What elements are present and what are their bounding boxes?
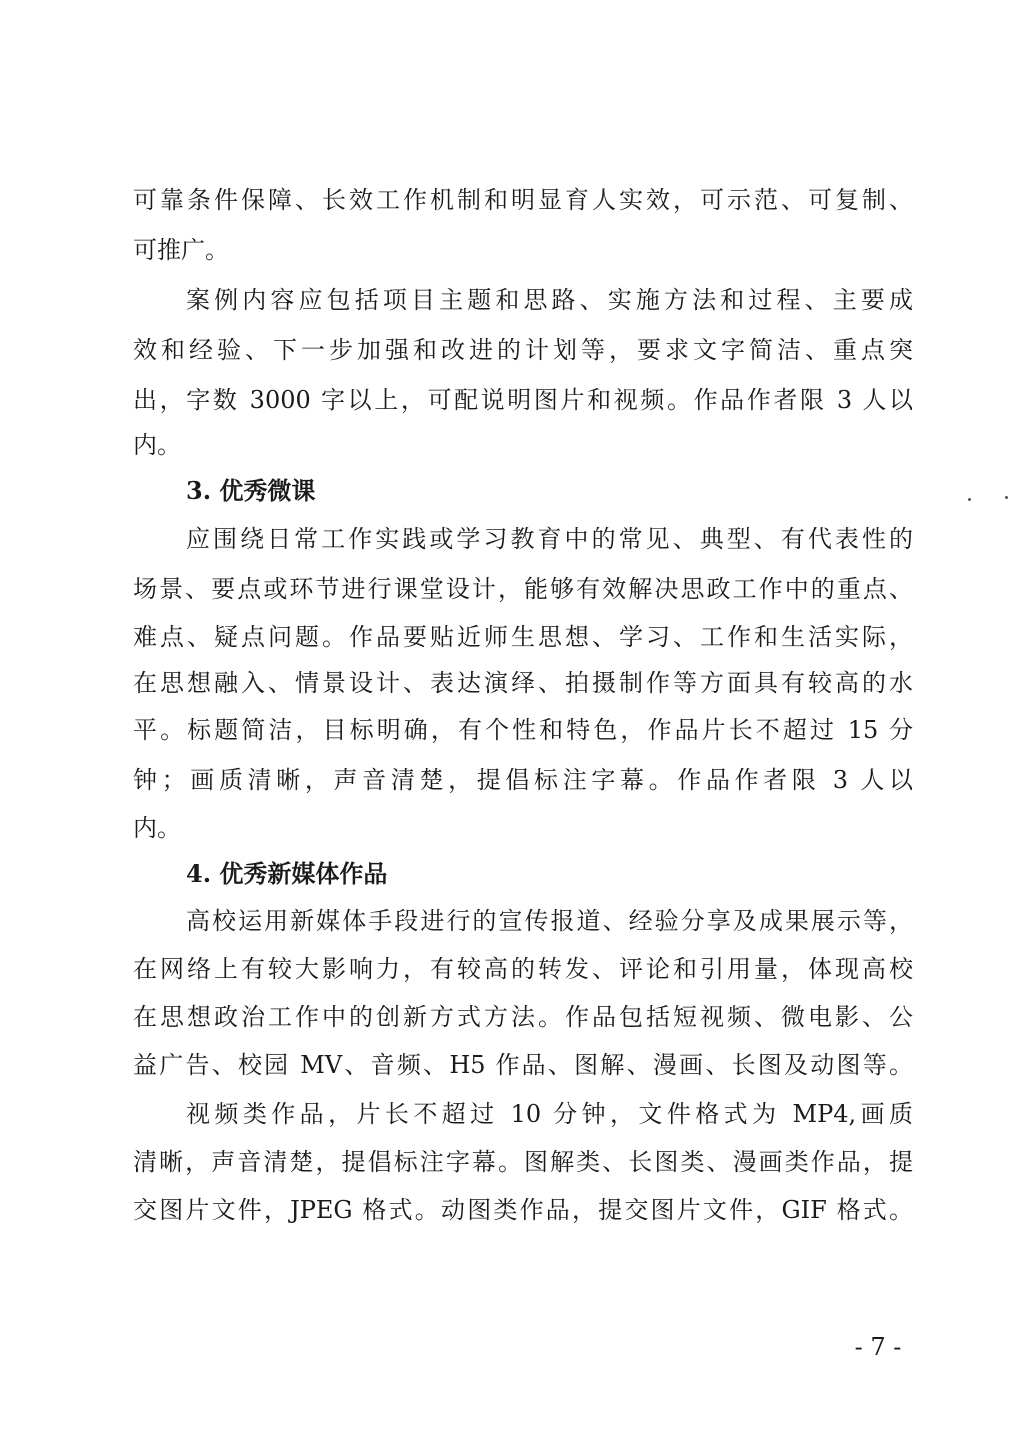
text-line: 在网络上有较大影响力，有较高的转发、评论和引用量，体现高校 bbox=[133, 955, 913, 983]
page-number: - 7 - bbox=[854, 1333, 902, 1361]
paragraph-start-line: 应围绕日常工作实践或学习教育中的常见、典型、有代表性的 bbox=[186, 525, 913, 553]
text-line: 钟；画质清晰，声音清楚，提倡标注字幕。作品作者限 3 人以 bbox=[133, 766, 913, 794]
text-line: 内。 bbox=[133, 431, 181, 459]
scan-speck bbox=[968, 498, 971, 501]
text-line: 场景、要点或环节进行课堂设计，能够有效解决思政工作中的重点、 bbox=[133, 575, 913, 603]
text-line: 平。标题简洁，目标明确，有个性和特色，作品片长不超过 15 分 bbox=[133, 716, 913, 744]
section-heading-new-media: 4. 优秀新媒体作品 bbox=[186, 859, 388, 888]
text-line: 可靠条件保障、长效工作机制和明显育人实效，可示范、可复制、 bbox=[133, 186, 913, 214]
text-line: 内。 bbox=[133, 814, 181, 842]
text-line: 在思想政治工作中的创新方式方法。作品包括短视频、微电影、公 bbox=[133, 1003, 913, 1031]
text-line: 在思想融入、情景设计、表达演绎、拍摄制作等方面具有较高的水 bbox=[133, 669, 913, 697]
paragraph-start-line: 案例内容应包括项目主题和思路、实施方法和过程、主要成 bbox=[186, 286, 913, 314]
text-line: 可推广。 bbox=[133, 236, 229, 264]
text-line: 出，字数 3000 字以上，可配说明图片和视频。作品作者限 3 人以 bbox=[133, 386, 913, 414]
text-line: 益广告、校园 MV、音频、H5 作品、图解、漫画、长图及动图等。 bbox=[133, 1051, 913, 1079]
paragraph-start-line: 高校运用新媒体手段进行的宣传报道、经验分享及成果展示等， bbox=[186, 907, 913, 935]
scan-speck bbox=[1005, 496, 1008, 499]
text-line: 交图片文件，JPEG 格式。动图类作品，提交图片文件，GIF 格式。 bbox=[133, 1196, 913, 1224]
text-line: 清晰，声音清楚，提倡标注字幕。图解类、长图类、漫画类作品，提 bbox=[133, 1148, 913, 1176]
text-line: 效和经验、下一步加强和改进的计划等，要求文字简洁、重点突 bbox=[133, 336, 913, 364]
text-line: 难点、疑点问题。作品要贴近师生思想、学习、工作和生活实际， bbox=[133, 623, 913, 651]
section-heading-micro-course: 3. 优秀微课 bbox=[186, 476, 316, 505]
paragraph-start-line: 视频类作品，片长不超过 10 分钟，文件格式为 MP4,画质 bbox=[186, 1100, 913, 1128]
